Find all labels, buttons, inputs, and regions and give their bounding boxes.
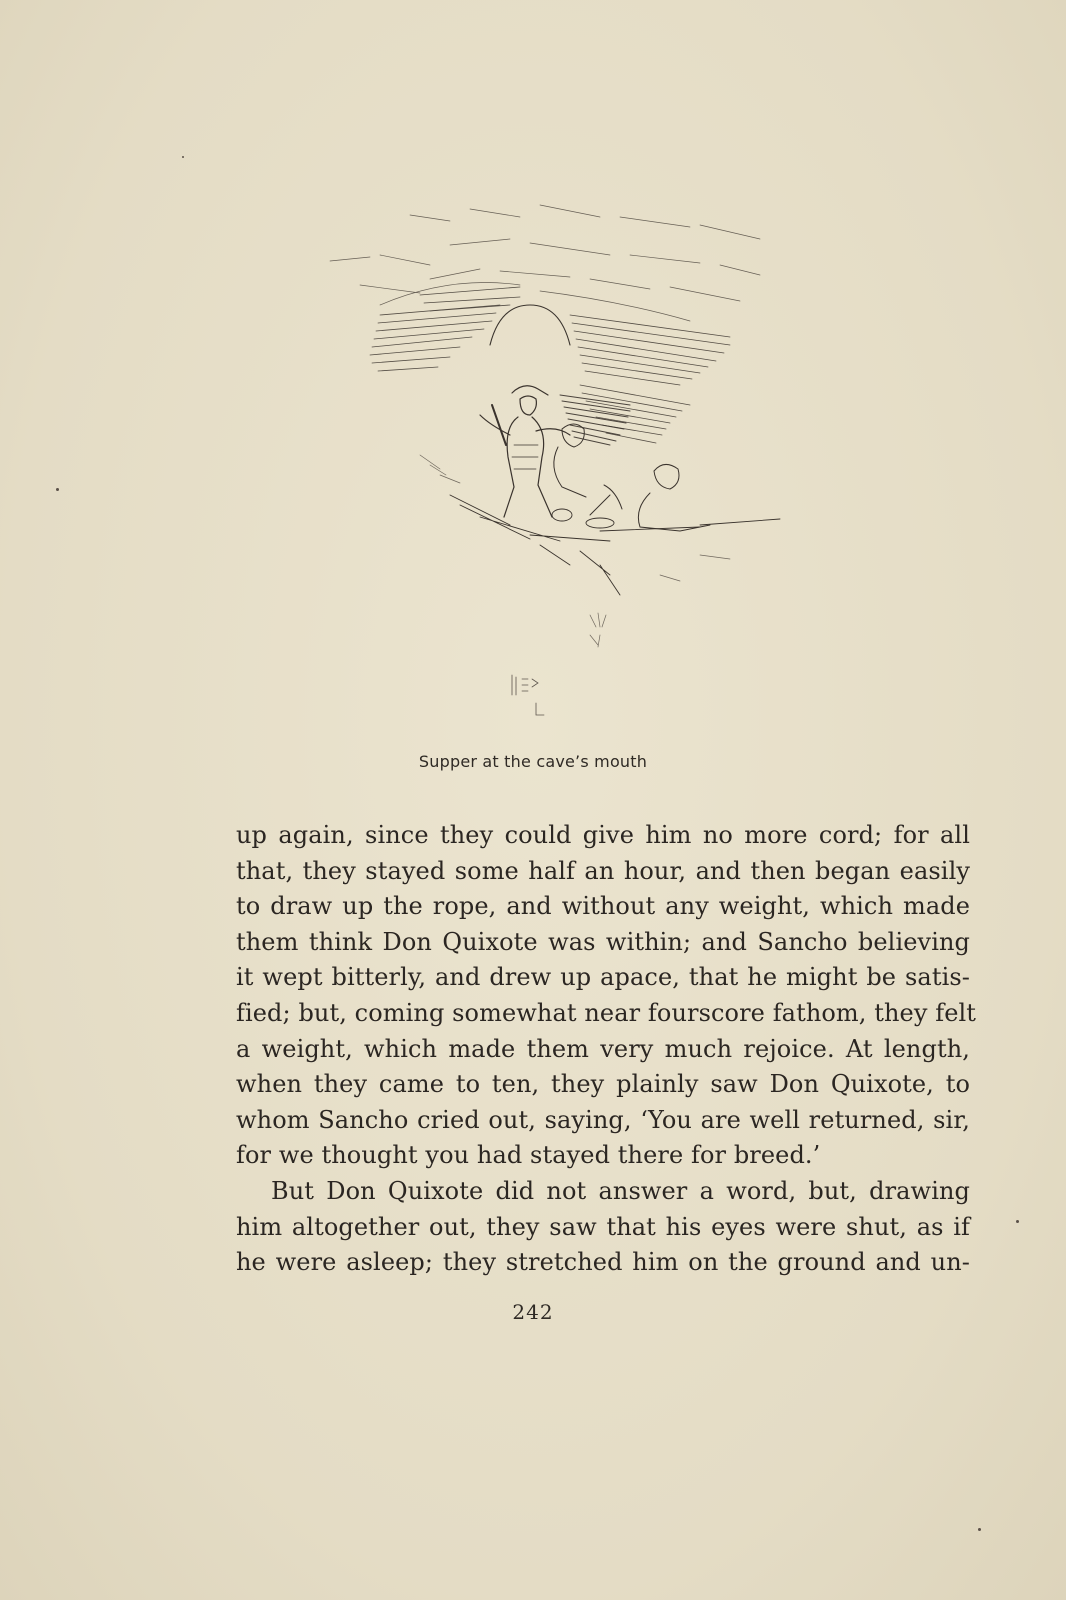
- text-line: up again, since they could give him no more cord; for all: [236, 821, 970, 849]
- text-line: him altogether out, they saw that his eyes were shut, as if: [236, 1212, 970, 1241]
- paper-speck: [56, 488, 59, 491]
- artist-signature-mark: [512, 675, 544, 715]
- paper-speck: [978, 1528, 981, 1531]
- page-number: 242: [512, 1300, 554, 1324]
- text-line: when they came to ten, they plainly saw Don Quixote, to: [236, 1070, 970, 1099]
- text-line: it wept bitterly, and drew up apace, that he might be satis-: [236, 963, 970, 992]
- body-text: [236, 818, 977, 1281]
- paper-speck: [1016, 1220, 1019, 1223]
- text-line: But Don Quixote did not answer a word, but, drawing: [271, 1176, 970, 1205]
- paper-speck: [182, 156, 184, 158]
- text-line: whom Sancho cried out, saying, ‘You are well returned, sir,: [236, 1105, 970, 1134]
- text-line: he were asleep; they stretched him on the ground and un-: [236, 1248, 970, 1277]
- text-line: to draw up the rope, and without any weight, which made: [236, 892, 970, 921]
- text-line: that, they stayed some half an hour, and then began easily: [236, 856, 970, 885]
- cave-supper-illustration: [300, 195, 820, 735]
- text-line: them think Don Quixote was within; and Sancho believing: [236, 927, 970, 956]
- illustration-caption: Supper at the cave’s mouth: [418, 752, 648, 771]
- text-line: fied; but, coming somewhat near fourscore fathom, they felt: [236, 998, 977, 1027]
- text-line: for we thought you had stayed there for breed.’: [236, 1141, 821, 1170]
- text-line: a weight, which made them very much rejoice. At length,: [236, 1034, 970, 1063]
